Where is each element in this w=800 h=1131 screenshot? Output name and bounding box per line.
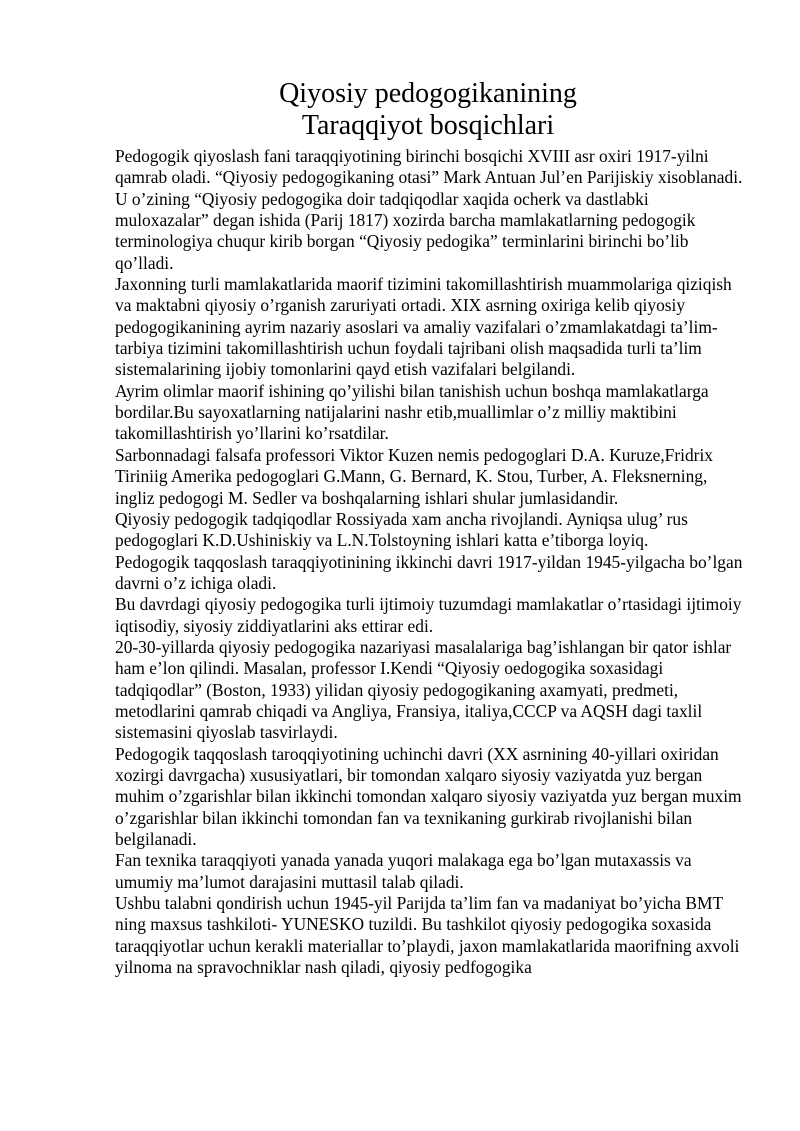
- title-line-2: Taraqqiyot bosqichlari: [301, 110, 555, 141]
- paragraph: Jaxonning turli mamlakatlarida maorif tizimini takomillashtirish muammolariga qiziqish va maktabni qiyosiy o’rganish zaruriyati ortadi. XIX asrning oxiriga kelib qiyosiy pedogogikanining ayrim nazariy asoslari va amaliy vazifalari o’zmamlakatdagi ta’lim-tarbiya tizimini takomillashtirish uchun foydali tajribani olish maqsadida turli ta’lim sistemalarining ijobiy tomonlarini qayd etish vazifalari belgilandi.: [115, 274, 732, 380]
- paragraph: Fan texnika taraqqiyoti yanada yanada yuqori malakaga ega bo’lgan mutaxassis va umumiy ma’lumot darajasini muttasil talab qiladi.: [115, 850, 692, 892]
- paragraph: Pedogogik qiyoslash fani taraqqiyotining birinchi bosqichi XVIII asr oxiri 1917-yilni qamrab oladi. “Qiyosiy pedogogikaning otasi” Mark Antuan Jul’en Parijiskiy xisoblanadi.: [115, 146, 743, 188]
- paragraph: Ayrim olimlar maorif ishining qo’yilishi bilan tanishish uchun boshqa mamlakatlarga bordilar.Bu sayoxatlarning natijalarini nashr etib,muallimlar o’z milliy maktibini takomillashtirish yo’llarini ko’rsatdilar.: [115, 380, 709, 444]
- paragraph: Qiyosiy pedogogik tadqiqodlar Rossiyada xam ancha rivojlandi. Ayniqsa ulug’ rus pedogoglari K.D.Ushiniskiy va L.N.Tolstoyning ishlari katta e’tiborga loyiq.: [115, 508, 688, 551]
- document-title: [0, 78, 800, 142]
- document-body: [115, 146, 745, 978]
- paragraph: U o’zining “Qiyosiy pedogogika doir tadqiqodlar xaqida ocherk va dastlabki muloxazalar” degan ishida (Parij 1817) xozirda barcha mamlakatlarning pedogogik terminologiya chuqur kirib borgan “Qiyosiy pedogika” terminlarini birinchi bo’lib qo’lladi.: [115, 188, 696, 273]
- title-line-1: Qiyosiy pedogogikanining: [279, 78, 577, 109]
- paragraph: 20-30-yillarda qiyosiy pedogogika nazariyasi masalalariga bag’ishlangan bir qator ishlar ham e’lon qilindi. Masalan, professor I.Kendi “Qiyosiy oedogogika soxasidagi tadqiqodlar” (Boston, 1933) yilidan qiyosiy pedogogikaning axamyati, predmeti, metodlarini qamrab chiqadi va Angliya, Fransiya, italiya,CCCP va AQSH dagi taxlil sistemasini qiyoslab tasvirlaydi.: [115, 636, 732, 743]
- paragraph: Pedogogik taqqoslash taroqqiyotining uchinchi davri (XX asrnining 40-yillari oxiridan xozirgi davrgacha) xususiyatlari, bir tomondan xalqaro siyosiy vaziyatda yuz bergan muhim o’zgarishlar bilan ikkinchi tomondan xalqaro siyosiy vaziyatda yuz bergan muxim o’zgarishlar bilan ikkinchi tomondan fan va texnikaning gurkirab rivojlanishi bilan belgilanadi.: [115, 743, 742, 849]
- paragraph: Ushbu talabni qondirish uchun 1945-yil Parijda ta’lim fan va madaniyat bo’yicha BMT ning maxsus tashkiloti- YUNESKO tuzildi. Bu tashkilot qiyosiy pedogogika soxasida taraqqiyotlar uchun kerakli materiallar to’playdi, jaxon mamlakatlarida maorifning axvoli yilnoma na spravochniklar nash qiladi, qiyosiy pedfogogika: [115, 893, 740, 978]
- paragraph: Bu davrdagi qiyosiy pedogogika turli ijtimoiy tuzumdagi mamlakatlar o’rtasidagi ijtimoiy iqtisodiy, siyosiy ziddiyatlarini aks ettirar edi.: [115, 594, 742, 636]
- paragraph: Pedogogik taqqoslash taraqqiyotinining ikkinchi davri 1917-yildan 1945-yilgacha bo’lgan davrni o’z ichiga oladi.: [115, 551, 743, 593]
- paragraph: Sarbonnadagi falsafa professori Viktor Kuzen nemis pedogoglari D.A. Kuruze,Fridrix Tiriniig Amerika pedogoglari G.Mann, G. Bernard, K. Stou, Turber, A. Fleksnerning, ingliz pedogogi M. Sedler va boshqalarning ishlari shular jumlasidandir.: [115, 444, 713, 508]
